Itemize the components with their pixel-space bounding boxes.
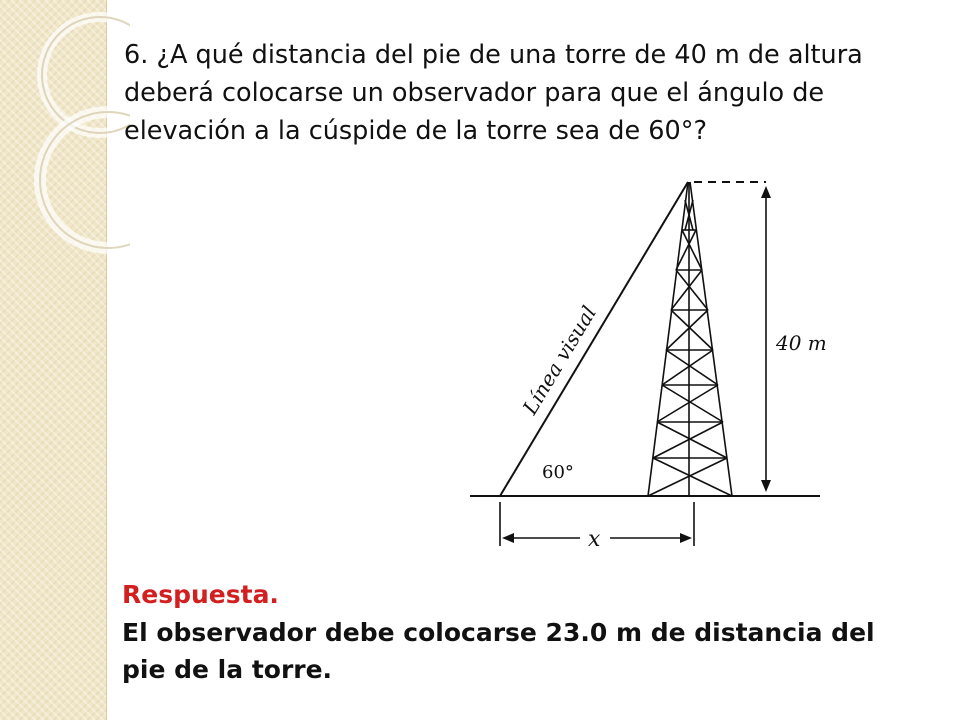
- tower-diagram: [430, 160, 830, 560]
- sight-line: [500, 182, 688, 496]
- height-label: 40 m: [776, 331, 827, 355]
- answer-title: Respuesta.: [122, 580, 279, 609]
- sight-line-label: Línea visual: [517, 301, 602, 419]
- question-text: 6. ¿A qué distancia del pie de una torre de 40 m de altura deberá colocarse un observador para que el ángulo de elevación a la cúspide de la torre sea de 60°?: [124, 40, 863, 146]
- angle-label: 60°: [542, 462, 574, 483]
- answer-text: El observador debe colocarse 23.0 m de distancia del pie de la torre.: [122, 618, 875, 684]
- distance-label: x: [588, 527, 601, 552]
- decorative-rings: [0, 0, 130, 280]
